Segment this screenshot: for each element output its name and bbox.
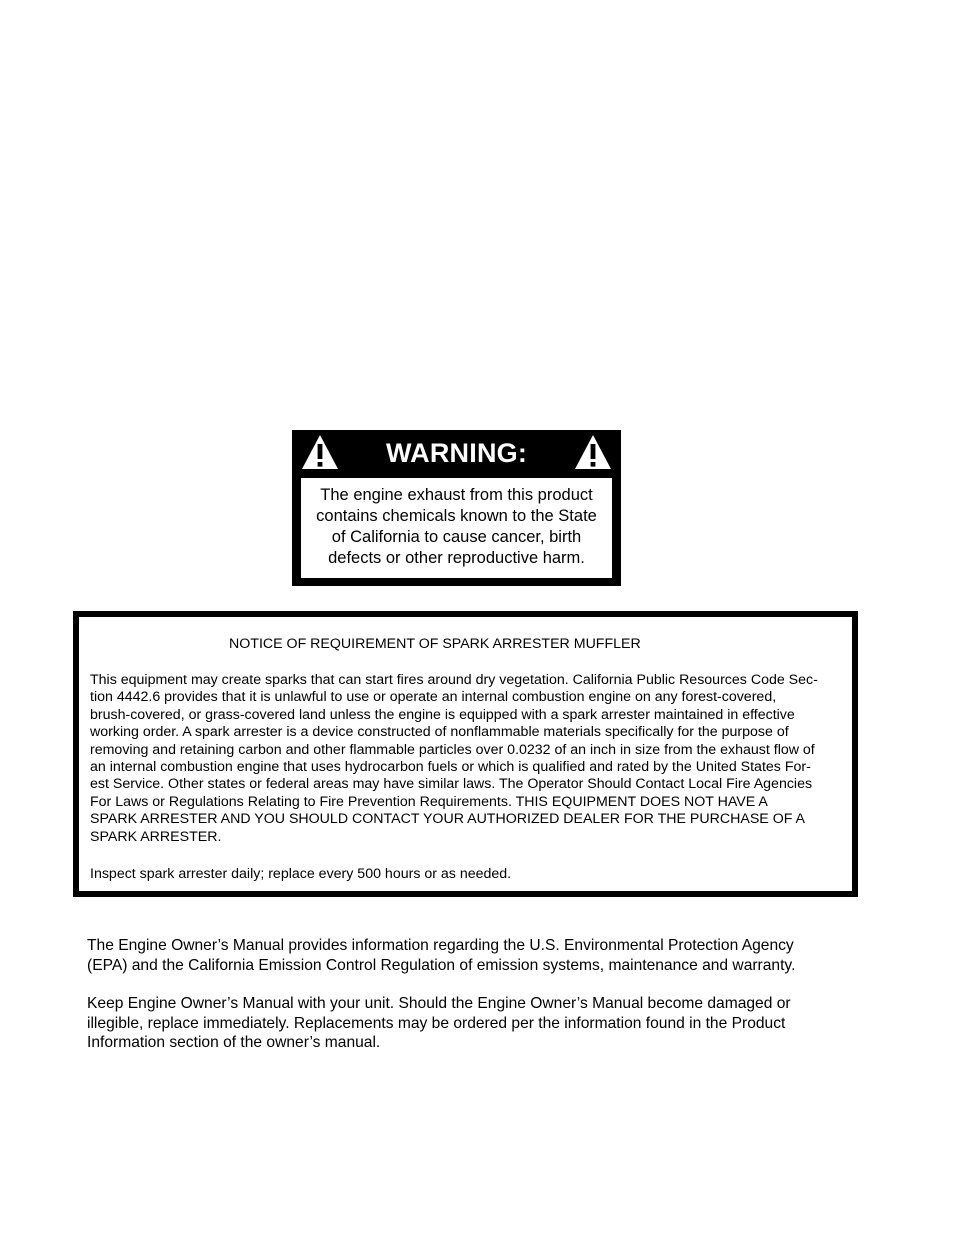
emissions-manual-paragraph [87, 936, 795, 975]
california-prop65-warning [292, 430, 621, 586]
warning-line: The engine exhaust from this product [320, 486, 593, 504]
paragraph-line: The Engine Owner’s Manual provides information regarding the U.S. Environmental Protection Agency [87, 937, 794, 954]
paragraph-line: (EPA) and the California Emission Control Regulation of emission systems, maintenance and warranty. [87, 956, 796, 974]
notice-line: est Service. Other states or federal areas may have similar laws. The Operator Should Contact Local Fire Agencies [90, 776, 813, 793]
notice-line: working order. A spark arrester is a device constructed of nonflammable materials specifically for the purpose of [90, 724, 789, 741]
warning-line: of California to cause cancer, birth [331, 528, 582, 546]
warning-line: defects or other reproductive harm. [328, 549, 585, 567]
warning-line: contains chemicals known to the State [316, 507, 597, 525]
notice-body [90, 672, 818, 846]
warning-title: WARNING: [385, 438, 528, 468]
warning-header [292, 430, 621, 476]
spark-arrester-notice [73, 611, 858, 897]
keep-manual-paragraph [87, 994, 791, 1053]
notice-line: brush-covered, or grass-covered land unless the engine is equipped with a spark arrester maintained in effective [90, 706, 795, 723]
notice-line: removing and retaining carbon and other flammable particles over 0.0232 of an inch in size from the exhaust flow of [90, 741, 815, 758]
paragraph-line: Information section of the owner’s manual. [87, 1034, 381, 1051]
paragraph-line: illegible, replace immediately. Replacements may be ordered per the information found in the Product [87, 1014, 786, 1032]
warning-text [301, 478, 612, 578]
notice-line: This equipment may create sparks that can start fires around dry vegetation. California Public Resources Code Sec- [90, 672, 818, 688]
inspect-instruction: Inspect spark arrester daily; replace every 500 hours or as needed. [90, 866, 512, 882]
notice-line: tion 4442.6 provides that it is unlawful to use or operate an internal combustion engine on any forest-covered, [90, 689, 777, 706]
notice-title: NOTICE OF REQUIREMENT OF SPARK ARRESTER MUFFLER [229, 636, 641, 652]
notice-line: SPARK ARRESTER. [90, 828, 222, 845]
notice-line: For Laws or Regulations Relating to Fire Prevention Requirements. THIS EQUIPMENT DOES NOT HAVE A [90, 793, 768, 810]
paragraph-line: Keep Engine Owner’s Manual with your unit. Should the Engine Owner’s Manual become damaged or [87, 995, 791, 1012]
warning-triangle-icon [573, 433, 613, 471]
notice-line: SPARK ARRESTER AND YOU SHOULD CONTACT YOUR AUTHORIZED DEALER FOR THE PURCHASE OF A [90, 811, 806, 828]
notice-line: an internal combustion engine that uses hydrocarbon fuels or which is qualified and rated by the United States For- [90, 759, 811, 776]
